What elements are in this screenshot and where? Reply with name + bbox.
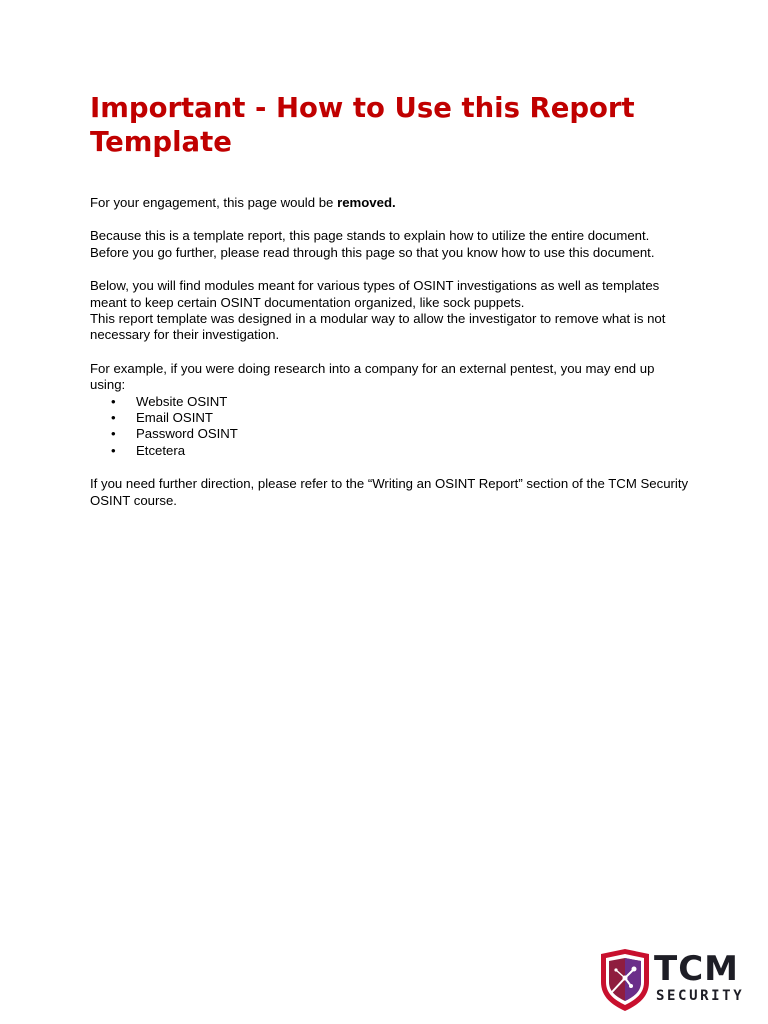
- document-body: [90, 195, 690, 526]
- bullet-icon: •: [111, 393, 116, 409]
- logo-subtitle: SECURITY: [656, 988, 745, 1004]
- module-list: [90, 394, 690, 460]
- removal-note: [90, 195, 690, 211]
- modules-description: Below, you will find modules meant for various types of OSINT investigations as well as templates meant to keep certain OSINT documentation organized, like sock puppets.: [90, 278, 660, 310]
- removal-note-text: For your engagement, this page would be: [90, 195, 338, 210]
- bullet-icon: •: [111, 426, 116, 442]
- page-title: Important - How to Use this Report Template: [90, 92, 635, 158]
- further-direction-note: If you need further direction, please refer to the “Writing an OSINT Report” section of the TCM Security OSINT course.: [90, 476, 689, 508]
- tcm-shield-logo-icon: [598, 948, 652, 1012]
- list-item-label: Etcetera: [136, 442, 186, 458]
- template-explanation: Because this is a template report, this page stands to explain how to utilize the entire document. Before you go further, please read through this page so that you know how to use this document.: [90, 228, 655, 260]
- modular-design-note: This report template was designed in a modular way to allow the investigator to remove what is not necessary for their investigation.: [90, 311, 666, 343]
- list-item-label: Email OSINT: [136, 410, 213, 426]
- example-intro: For example, if you were doing research into a company for an external pentest, you may end up using:: [90, 360, 655, 393]
- removal-note-emphasis: removed.: [337, 195, 396, 210]
- list-item-label: Password OSINT: [136, 426, 238, 442]
- list-item: [111, 442, 690, 459]
- list-item: [111, 426, 690, 442]
- list-item: [111, 410, 690, 426]
- tcm-security-logo: [598, 948, 750, 1012]
- list-item: [111, 393, 690, 410]
- list-item-label: Website OSINT: [136, 393, 228, 409]
- bullet-icon: •: [111, 442, 116, 458]
- bullet-icon: •: [111, 410, 116, 426]
- logo-wordmark: TCM: [654, 949, 739, 989]
